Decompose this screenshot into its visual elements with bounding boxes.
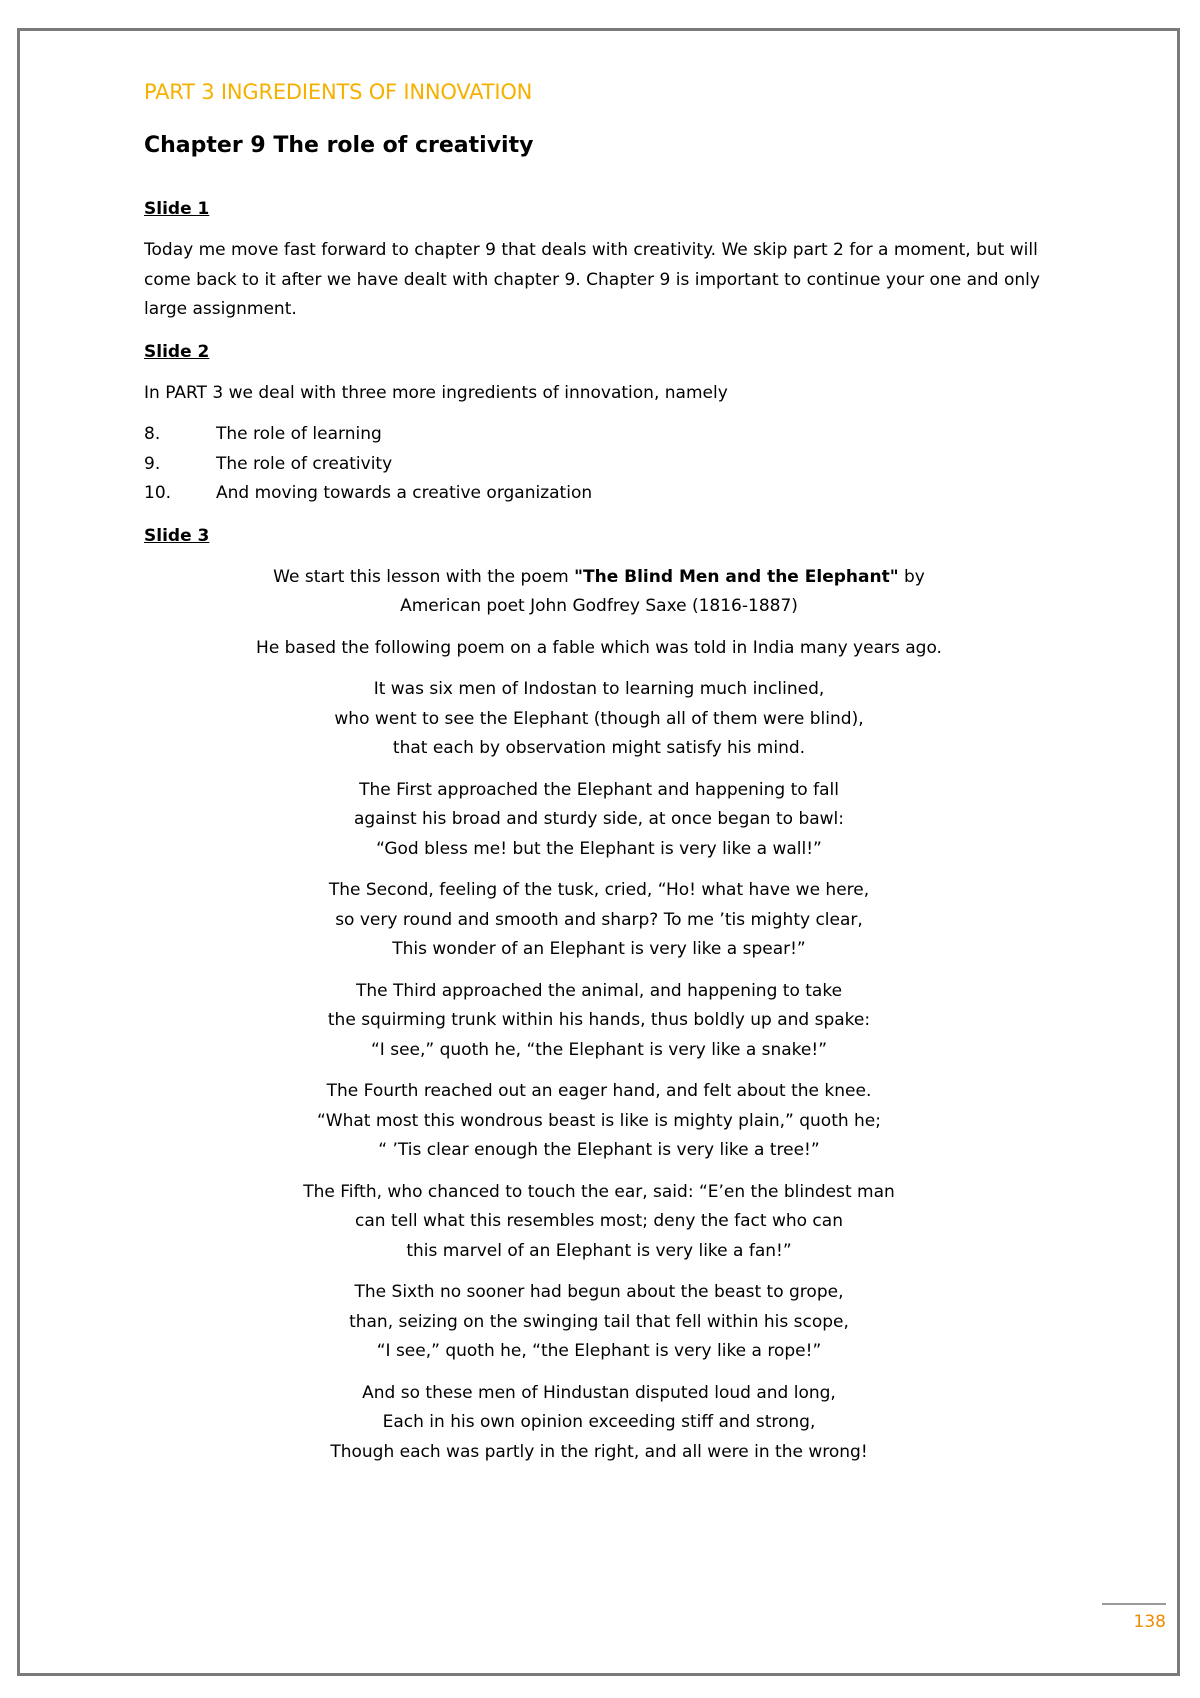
list-item [144, 420, 1054, 450]
slide-1-heading: Slide 1 [144, 199, 210, 219]
poem-line: the squirming trunk within his hands, thus boldly up and spake: [327, 1010, 871, 1030]
poem-line: “God bless me! but the Elephant is very like a wall!” [376, 838, 822, 859]
poem-context: He based the following poem on a fable which was told in India many years ago. [256, 637, 942, 658]
poem-line: “I see,” quoth he, “the Elephant is very like a rope!” [376, 1341, 822, 1361]
poem-line: And so these men of Hindustan disputed loud and long, [362, 1382, 836, 1403]
poem-stanza [144, 1178, 1054, 1267]
poem-line: this marvel of an Elephant is very like a fan!” [406, 1240, 792, 1261]
poem-line: that each by observation might satisfy his mind. [392, 738, 806, 758]
poem-line: “What most this wondrous beast is like is mighty plain,” quoth he; [316, 1110, 881, 1131]
poem-line: The Fourth reached out an eager hand, and felt about the knee. [326, 1081, 872, 1101]
list-number: 10. [144, 483, 172, 503]
poem-stanza [144, 1278, 1054, 1367]
poem-line: “I see,” quoth he, “the Elephant is very like a snake!” [370, 1039, 828, 1060]
list-label: The role of learning [216, 424, 382, 444]
poem-line: Though each was partly in the right, and all were in the wrong! [330, 1441, 868, 1462]
footer-rule [1102, 1603, 1166, 1605]
poem-line: It was six men of Indostan to learning much inclined, [373, 679, 825, 699]
page-number: 138 [1133, 1612, 1166, 1632]
list-number: 8. [144, 424, 161, 444]
poem-stanza [144, 977, 1054, 1066]
ingredients-list [144, 420, 1054, 509]
poem-line: The First approached the Elephant and happening to fall [359, 779, 839, 800]
list-item [144, 450, 1054, 480]
slide-3-heading: Slide 3 [144, 525, 210, 546]
poem-line: so very round and smooth and sharp? To me ’tis mighty clear, [335, 909, 863, 930]
intro-text-author: by American poet John Godfrey Saxe (1816-1887) [400, 566, 925, 616]
poem-line: This wonder of an Elephant is very like a spear!” [392, 939, 806, 959]
slide-2-heading: Slide 2 [144, 341, 210, 362]
intro-text: We start this lesson with the poem [273, 566, 575, 587]
part-title: PART 3 INGREDIENTS OF INNOVATION [144, 80, 533, 104]
poem-line: can tell what this resembles most; deny the fact who can [355, 1211, 843, 1231]
poem-line: The Third approached the animal, and happening to take [355, 980, 843, 1001]
list-label: And moving towards a creative organization [216, 483, 593, 503]
poem-title: "The Blind Men and the Elephant" [574, 566, 899, 587]
poem-line: The Sixth no sooner had begun about the beast to grope, [354, 1282, 844, 1302]
poem-line: against his broad and sturdy side, at once began to bawl: [353, 809, 845, 829]
list-label: The role of creativity [216, 453, 393, 474]
slide-2-intro: In PART 3 we deal with three more ingredients of innovation, namely [144, 382, 728, 403]
poem-line: The Fifth, who chanced to touch the ear, said: “E’en the blindest man [303, 1181, 895, 1202]
poem-stanza [144, 675, 1054, 764]
poem-stanza [144, 776, 1054, 865]
poem-stanza [144, 876, 1054, 965]
poem [144, 663, 1054, 1467]
poem-line: “ ’Tis clear enough the Elephant is very like a tree!” [378, 1140, 820, 1160]
slide-3-intro [144, 563, 1054, 622]
poem-line: than, seizing on the swinging tail that fell within his scope, [349, 1311, 849, 1332]
poem-stanza [144, 1077, 1054, 1166]
document-body [144, 72, 1054, 1467]
list-item [144, 479, 1054, 509]
poem-line: who went to see the Elephant (though all of them were blind), [334, 708, 864, 729]
chapter-title: Chapter 9 The role of creativity [144, 133, 534, 158]
poem-line: Each in his own opinion exceeding stiff and strong, [382, 1412, 816, 1432]
list-number: 9. [144, 453, 161, 474]
poem-stanza [144, 1379, 1054, 1468]
slide-1-text: Today me move fast forward to chapter 9 that deals with creativity. We skip part 2 for a moment, but will come back to it after we have dealt with chapter 9. Chapter 9 is important to continue your one and only large assignment. [144, 240, 1040, 319]
poem-line: The Second, feeling of the tusk, cried, “Ho! what have we here, [328, 880, 870, 900]
